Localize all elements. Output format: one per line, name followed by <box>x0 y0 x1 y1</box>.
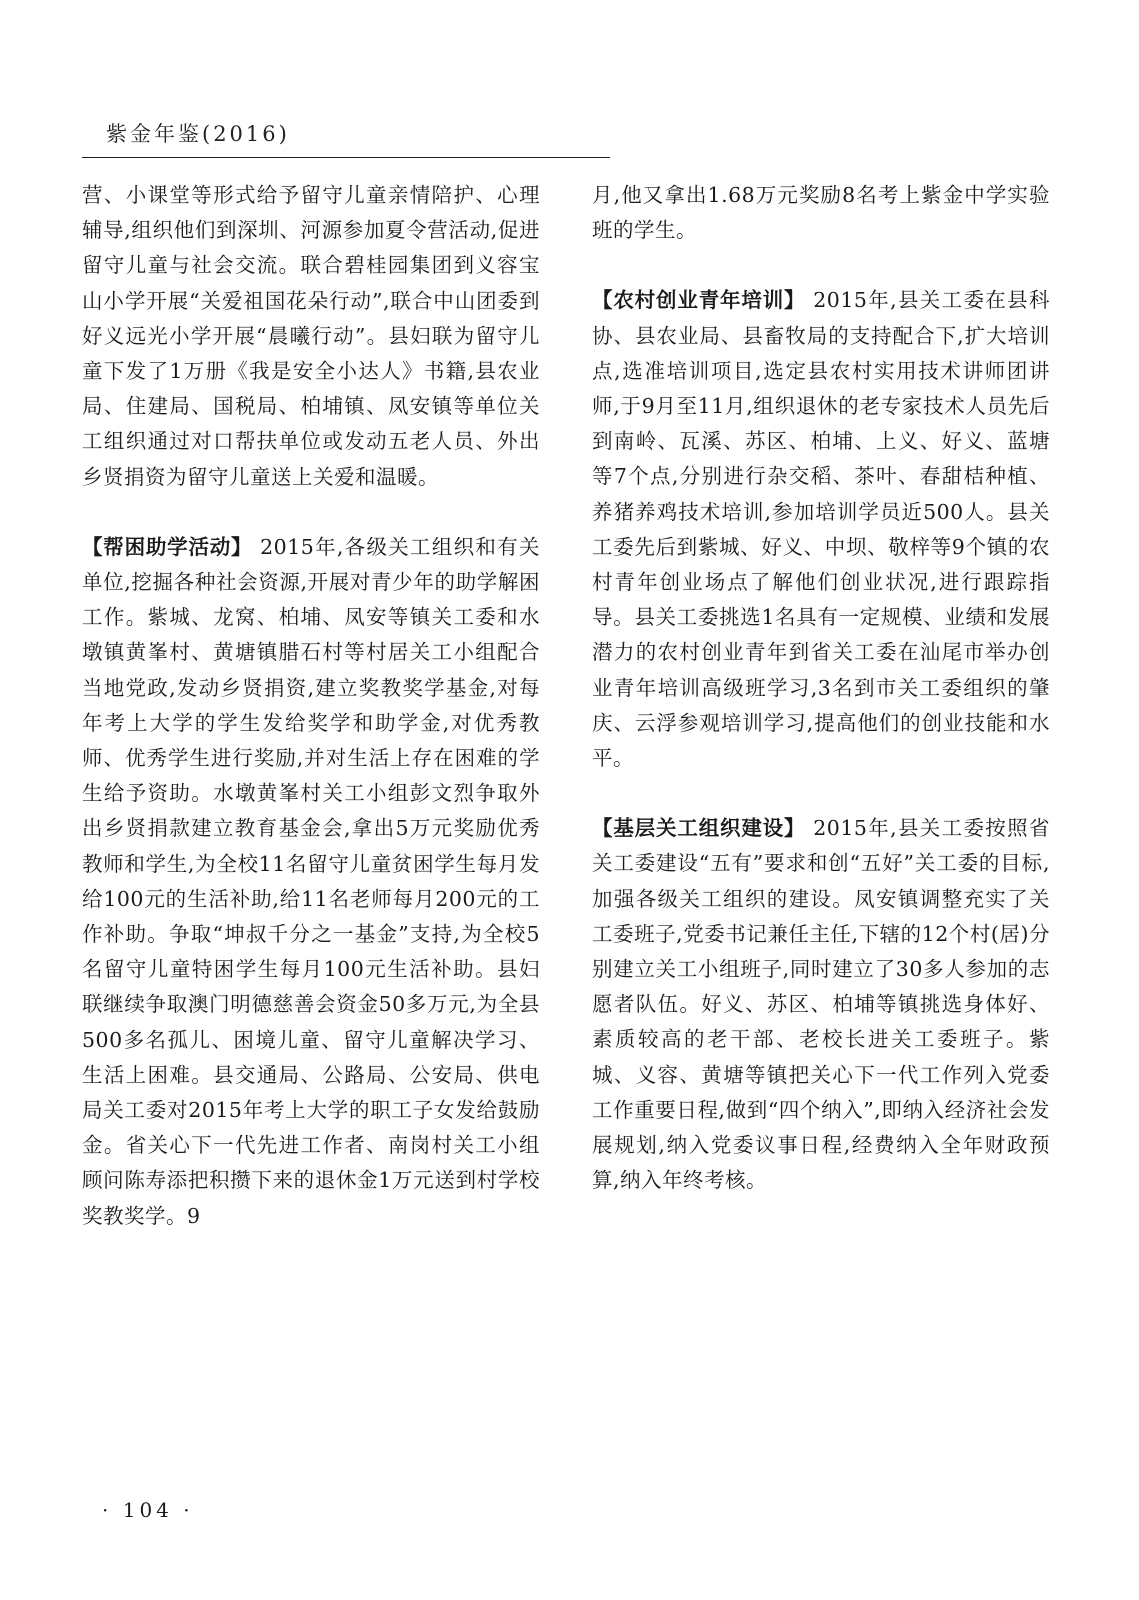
section-body: 2015年,各级关工组织和有关单位,挖掘各种社会资源,开展对青少年的助学解困工作。紫城、龙窝、柏埔、凤安等镇关工委和水墩镇黄峯村、黄塘镇腊石村等村居关工小组配合当地党政,发动乡贤捐资,建立奖教奖学基金,对每年考上大学的学生发给奖学和助学金,对优秀教师、优秀学生进行奖励,并对生活上存在困难的学生给予资助。水墩黄峯村关工小组彭文烈争取外出乡贤捐款建立教育基金会,拿出5万元奖励优秀教师和学生,为全校11名留守儿童贫困学生每月发给100元的生活补助,给11名老师每月200元的工作补助。争取“坤叔千分之一基金”支持,为全校5名留守儿童特困学生每月100元生活补助。县妇联继续争取澳门明德慈善会资金50多万元,为全县500多名孤儿、困境儿童、留守儿童解决学习、生活上困难。县交通局、公路局、公安局、供电局关工委对2015年考上大学的职工子女发给鼓励金。省关心下一代先进工作者、南岗村关工小组顾问陈寿添把积攒下来的退休金1万元送到村学校奖教奖学。9 <box>82 534 540 1228</box>
continued-paragraph-right: 月,他又拿出1.68万元奖励8名考上紫金中学实验班的学生。 <box>592 183 1050 243</box>
section-jiceng-zuzhi <box>592 811 1050 1198</box>
section-heading: 【农村创业青年培训】 <box>592 288 806 313</box>
right-column <box>592 178 1050 1198</box>
page-number: · 104 · <box>102 1498 194 1522</box>
running-title: 紫金年鉴(2016) <box>106 122 290 146</box>
section-bangkun-zhuxue <box>82 530 540 1234</box>
section-body: 2015年,县关工委按照省关工委建设“五有”要求和创“五好”关工委的目标,加强各级关工组织的建设。凤安镇调整充实了关工委班子,党委书记兼任主任,下辖的12个村(居)分别建立关工小组班子,同时建立了30多人参加的志愿者队伍。好义、苏区、柏埔等镇挑选身体好、素质较高的老干部、老校长进关工委班子。紫城、义容、黄塘等镇把关心下一代工作列入党委工作重要日程,做到“四个纳入”,即纳入经济社会发展规划,纳入党委议事日程,经费纳入全年财政预算,纳入年终考核。 <box>592 816 1050 1193</box>
left-column <box>82 178 540 1234</box>
header-rule <box>82 157 610 158</box>
continued-paragraph-left: 营、小课堂等形式给予留守儿童亲情陪护、心理辅导,组织他们到深圳、河源参加夏令营活动,促进留守儿童与社会交流。联合碧桂园集团到义容宝山小学开展“关爱祖国花朵行动”,联合中山团委到好义远光小学开展“晨曦行动”。县妇联为留守儿童下发了1万册《我是安全小达人》书籍,县农业局、住建局、国税局、柏埔镇、凤安镇等单位关工组织通过对口帮扶单位或发动五老人员、外出乡贤捐资为留守儿童送上关爱和温暖。 <box>82 183 540 489</box>
section-heading: 【帮困助学活动】 <box>82 534 253 559</box>
section-body: 2015年,县关工委在县科协、县农业局、县畜牧局的支持配合下,扩大培训点,选准培训项目,选定县农村实用技术讲师团讲师,于9月至11月,组织退休的老专家技术人员先后到南岭、瓦溪、苏区、柏埔、上义、好义、蓝塘等7个点,分别进行杂交稻、茶叶、春甜桔种植、养猪养鸡技术培训,参加培训学员近500人。县关工委先后到紫城、好义、中坝、敬梓等9个镇的农村青年创业场点了解他们创业状况,进行跟踪指导。县关工委挑选1名具有一定规模、业绩和发展潜力的农村创业青年到省关工委在汕尾市举办创业青年培训高级班学习,3名到市关工委组织的肇庆、云浮参观培训学习,提高他们的创业技能和水平。 <box>592 288 1050 771</box>
section-heading: 【基层关工组织建设】 <box>592 816 806 841</box>
section-nongcun-chuangye <box>592 283 1050 776</box>
